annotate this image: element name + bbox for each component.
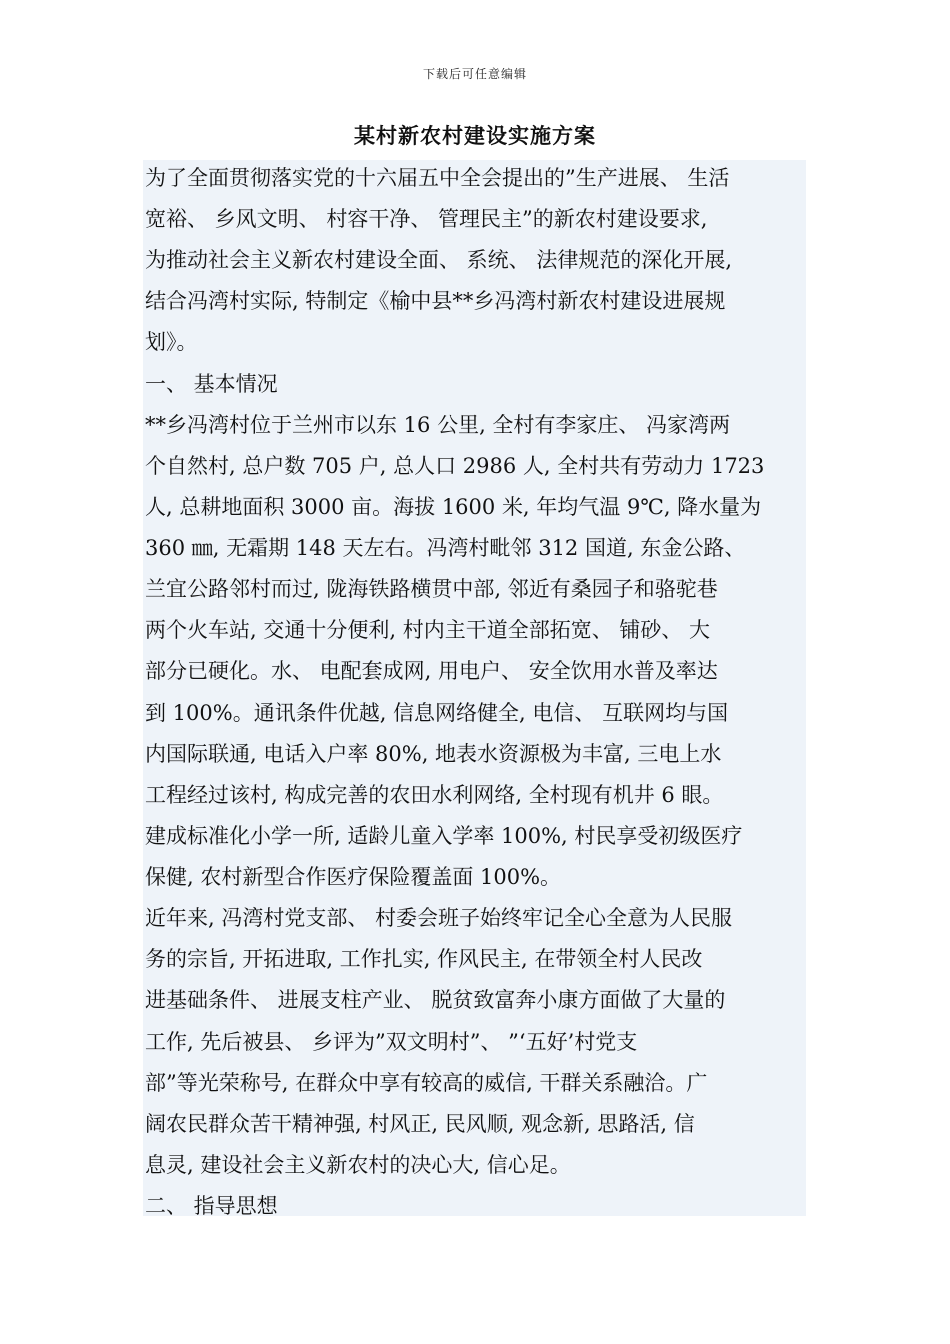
body-line: **乡冯湾村位于兰州市以东 16 公里, 全村有李家庄、 冯家湾两: [145, 412, 731, 437]
document-body-highlight: [143, 160, 806, 1216]
body-line: 工作, 先后被县、 乡评为”双文明村”、 ”‘五好’村党支: [145, 1029, 638, 1054]
body-line: 人, 总耕地面积 3000 亩。海拔 1600 米, 年均气温 9℃, 降水量为: [145, 494, 762, 519]
body-line: 保健, 农村新型合作医疗保险覆盖面 100%。: [145, 865, 562, 890]
body-line: 建成标准化小学一所, 适龄儿童入学率 100%, 村民享受初级医疗: [145, 823, 743, 848]
body-line: 为了全面贯彻落实党的十六届五中全会提出的”生产进展、 生活: [145, 166, 730, 190]
body-line: 宽裕、 乡风文明、 村容干净、 管理民主”的新农村建设要求,: [145, 207, 708, 232]
body-line: 部”等光荣称号, 在群众中享有较高的威信, 干群关系融洽。广: [145, 1070, 708, 1095]
body-line: 兰宜公路邻村而过, 陇海铁路横贯中部, 邻近有桑园子和骆驼巷: [145, 577, 718, 602]
body-line: 到 100%。通讯条件优越, 信息网络健全, 电信、 互联网均与国: [145, 700, 729, 725]
body-line: 近年来, 冯湾村党支部、 村委会班子始终牢记全心全意为人民服: [145, 906, 733, 931]
body-line: 工程经过该村, 构成完善的农田水利网络, 全村现有机井 6 眼。: [145, 782, 724, 807]
body-line: 为推动社会主义新农村建设全面、 系统、 法律规范的深化开展,: [145, 248, 733, 273]
body-line: 两个火车站, 交通十分便利, 村内主干道全部拓宽、 铺砂、 大: [145, 618, 711, 643]
body-line: 进基础条件、 进展支柱产业、 脱贫致富奔小康方面做了大量的: [145, 988, 726, 1013]
body-line: 划》。: [145, 330, 198, 355]
body-line: 阔农民群众苦干精神强, 村风正, 民风顺, 观念新, 思路活, 信: [145, 1111, 695, 1136]
body-line: 二、 指导思想: [145, 1194, 278, 1218]
body-line: 个自然村, 总户数 705 户, 总人口 2986 人, 全村共有劳动力 1723: [145, 453, 765, 478]
body-line: 息灵, 建设社会主义新农村的决心大, 信心足。: [145, 1152, 571, 1177]
body-line: 务的宗旨, 开拓进取, 工作扎实, 作风民主, 在带领全村人民改: [145, 947, 703, 972]
body-line: 内国际联通, 电话入户率 80%, 地表水资源极为丰富, 三电上水: [145, 741, 722, 766]
body-line: 360 ㎜, 无霜期 148 天左右。冯湾村毗邻 312 国道, 东金公路、: [145, 536, 746, 561]
page-header-note: 下载后可任意编辑: [422, 67, 527, 81]
body-line: 部分已硬化。水、 电配套成网, 用电户、 安全饮用水普及率达: [145, 659, 718, 684]
document-title: 某村新农村建设实施方案: [354, 123, 596, 148]
body-line: 结合冯湾村实际, 特制定《榆中县**乡冯湾村新农村建设进展规: [145, 289, 726, 314]
body-line: 一、 基本情况: [145, 371, 278, 396]
